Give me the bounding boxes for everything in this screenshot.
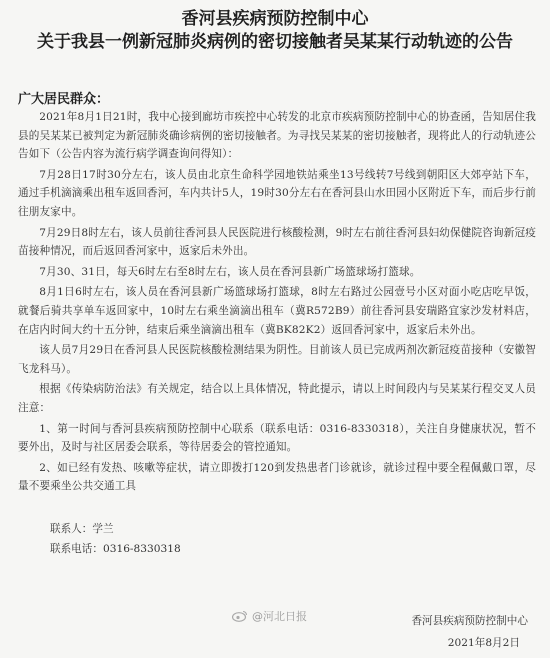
announcement-title: 关于我县一例新冠肺炎病例的密切接触者吴某某行动轨迹的公告	[37, 32, 513, 52]
salutation: 广大居民群众：	[18, 92, 110, 107]
paragraph-instruction-1: 1、第一时间与香河县疾病预防控制中心联系（联系电话：0316-8330318），关注自身健康状况，暂不要外出，及时与社区居委会联系，等待居委会的管控通知。	[18, 422, 536, 454]
weibo-icon	[232, 610, 248, 622]
paragraph-notice: 根据《传染病防治法》有关规定，结合以上具体情况，特此提示，请以上时间段内与吴某某行程交叉人员注意：	[18, 383, 536, 414]
paragraph-test-result: 该人员7月29日在香河县人民医院核酸检测结果为阴性。目前该人员已完成两剂次新冠疫苗接种（安徽智飞龙科马）。	[18, 344, 536, 375]
contact-person: 联系人：学兰	[50, 523, 114, 535]
paragraph-intro: 2021年8月1日21时，我中心接到廊坊市疾控中心转发的北京市疾病预防控制中心的协查函，告知居住我县的吴某某已被判定为新冠肺炎确诊病例的密切接触者。为寻找吴某某的密切接触者，现将此人的行动轨迹公告如下（公告内容为流行病学调查询问得知）：	[18, 111, 536, 161]
org-header: 香河县疾病预防控制中心	[181, 9, 369, 29]
paragraph-july-30-31: 7月30、31日，每天6时左右至8时左右，该人员在香河县新广场篮球场打篮球。	[39, 265, 421, 278]
signer: 香河县疾病预防控制中心	[411, 615, 528, 627]
weibo-watermark	[232, 608, 307, 624]
watermark-text: @河北日报	[252, 610, 307, 623]
paragraph-july-28: 7月28日17时30分左右，该人员由北京生命科学园地铁站乘坐13号线转7号线到朝阳区大郊亭站下车，通过手机滴滴乘出租车返回香河，车内共计5人，19时30分左右在香河县山水田园小区附近下车，而后步行前往朋友家中。	[18, 168, 536, 218]
contact-phone: 联系电话：0316-8330318	[50, 543, 181, 555]
issue-date: 2021年8月2日	[447, 637, 520, 649]
paragraph-aug-1: 8月1日6时左右，该人员在香河县新广场篮球场打篮球，8时左右路过公园壹号小区对面小吃店吃早饭，就餐后骑共享单车返回家中，10时左右乘坐滴滴出租车（冀R572B9）前往香河县安瑞路宜家沙发材料店，在店内时间大约十五分钟，结束后乘坐滴滴出租车（冀BK82K2）返回香河家中，返家后未外出。	[18, 286, 536, 336]
paragraph-instruction-2: 2、如已经有发热、咳嗽等症状，请立即拨打120到发热患者门诊就诊，就诊过程中要全程佩戴口罩，尽量不要乘坐公共交通工具	[18, 461, 536, 493]
paragraph-july-29: 7月29日8时左右，该人员前往香河县人民医院进行核酸检测，9时左右前往香河县妇幼保健院咨询新冠疫苗接种情况，而后返回香河家中，返家后未外出。	[18, 226, 536, 258]
announcement-body	[18, 108, 536, 498]
contact-block	[50, 519, 181, 559]
